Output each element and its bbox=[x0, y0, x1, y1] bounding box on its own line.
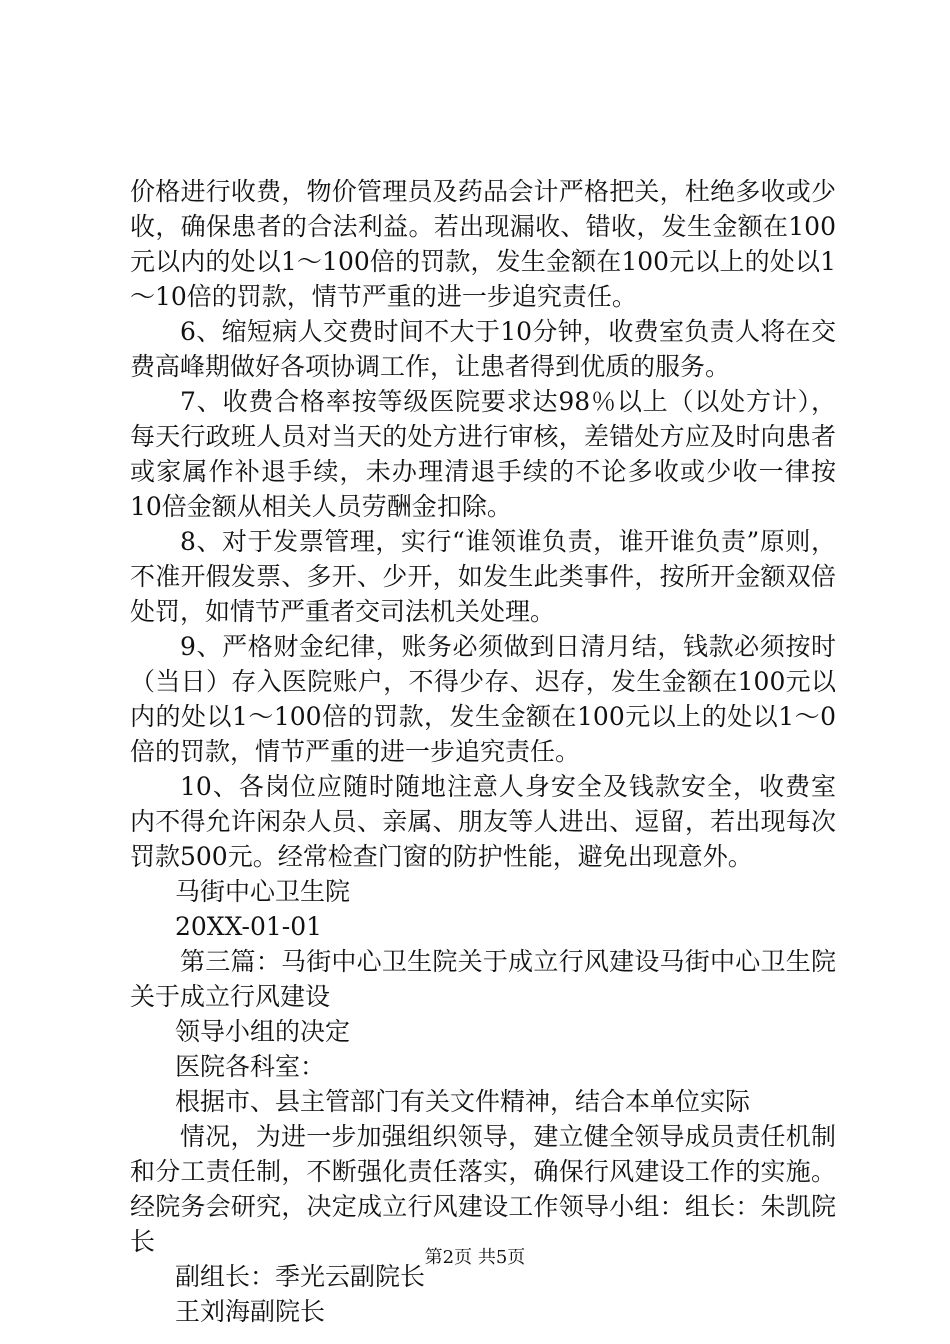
signature-date: 20XX-01-01 bbox=[175, 912, 323, 941]
paragraph-item-10: 10、各岗位应随时随地注意人身安全及钱款安全，收费室内不得允许闲杂人员、亲属、朋友等人进出、逗留，若出现每次罚款500元。经常检查门窗的防护性能，避免出现意外。 bbox=[130, 772, 836, 871]
paragraph-item-6: 6、缩短病人交费时间不大于10分钟，收费室负责人将在交费高峰期做好各项协调工作，让患者得到优质的服务。 bbox=[130, 317, 836, 381]
document-body bbox=[130, 174, 836, 1329]
page-footer: 第2页 共5页 bbox=[424, 1247, 526, 1268]
addressee: 医院各科室： bbox=[175, 1052, 326, 1081]
paragraph-basis: 根据市、县主管部门有关文件精神，结合本单位实际 bbox=[175, 1087, 751, 1116]
paragraph-item-9: 9、严格财金纪律，账务必须做到日清月结，钱款必须按时（当日）存入医院账户，不得少存、迟存，发生金额在100元以内的处以1～100倍的罚款，发生金额在100元以上的处以1～0倍的罚款，情节严重的进一步追究责任。 bbox=[130, 632, 836, 766]
signature-org: 马街中心卫生院 bbox=[175, 877, 351, 906]
section-three-subtitle: 领导小组的决定 bbox=[175, 1017, 351, 1046]
paragraph-item-7: 7、收费合格率按等级医院要求达98％以上（以处方计），每天行政班人员对当天的处方进行审核，差错处方应及时向患者或家属作补退手续，未办理清退手续的不论多收或少收一律按10倍金额从相关人员劳酬金扣除。 bbox=[130, 387, 836, 521]
deputy-leader-2: 王刘海副院长 bbox=[175, 1297, 326, 1326]
paragraph-pricing: 价格进行收费，物价管理员及药品会计严格把关，杜绝多收或少收，确保患者的合法利益。若出现漏收、错收，发生金额在100元以内的处以1～100倍的罚款，发生金额在100元以上的处以1～10倍的罚款，情节严重的进一步追究责任。 bbox=[130, 177, 836, 311]
deputy-leader-1: 副组长：季光云副院长 bbox=[175, 1262, 426, 1291]
paragraph-decision: 情况，为进一步加强组织领导，建立健全领导成员责任机制和分工责任制，不断强化责任落实，确保行风建设工作的实施。经院务会研究，决定成立行风建设工作领导小组：组长：朱凯院长 bbox=[130, 1122, 836, 1256]
paragraph-item-8: 8、对于发票管理，实行“谁领谁负责，谁开谁负责”原则，不准开假发票、多开、少开，如发生此类事件，按所开金额双倍处罚，如情节严重者交司法机关处理。 bbox=[130, 527, 836, 626]
section-three-title: 第三篇：马街中心卫生院关于成立行风建设马街中心卫生院关于成立行风建设 bbox=[130, 947, 836, 1011]
